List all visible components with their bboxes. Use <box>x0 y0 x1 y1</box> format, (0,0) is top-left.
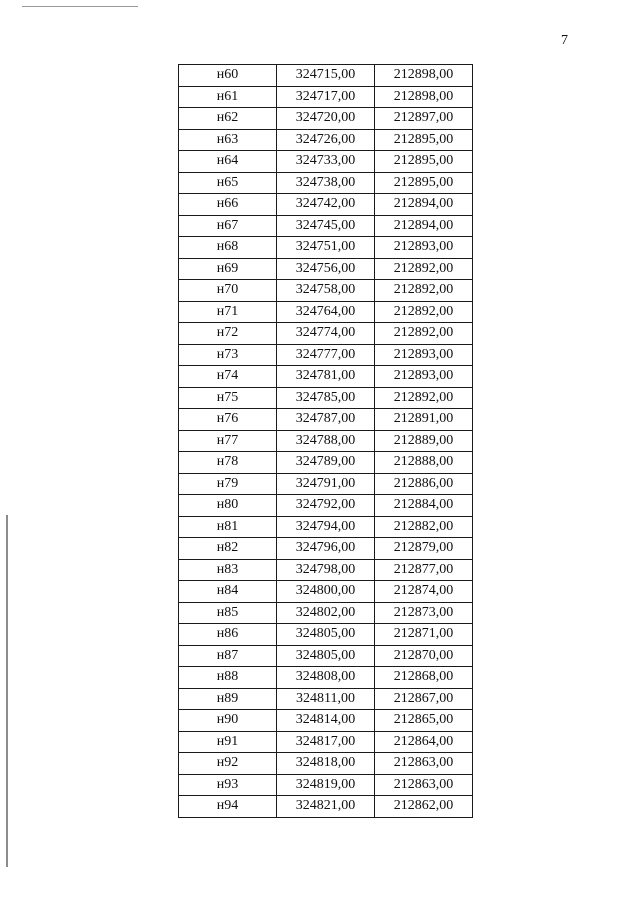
point-name-cell: н90 <box>179 710 277 732</box>
x-coordinate-cell: 324792,00 <box>277 495 375 517</box>
x-coordinate-cell: 324796,00 <box>277 538 375 560</box>
point-name-cell: н86 <box>179 624 277 646</box>
y-coordinate-cell: 212894,00 <box>375 194 473 216</box>
y-coordinate-cell: 212893,00 <box>375 237 473 259</box>
y-coordinate-cell: 212892,00 <box>375 323 473 345</box>
y-coordinate-cell: 212892,00 <box>375 301 473 323</box>
point-name-cell: н78 <box>179 452 277 474</box>
y-coordinate-cell: 212884,00 <box>375 495 473 517</box>
table-row <box>179 258 473 280</box>
table-row <box>179 559 473 581</box>
table-row <box>179 645 473 667</box>
point-name-cell: н82 <box>179 538 277 560</box>
x-coordinate-cell: 324738,00 <box>277 172 375 194</box>
point-name-cell: н63 <box>179 129 277 151</box>
y-coordinate-cell: 212891,00 <box>375 409 473 431</box>
table-row <box>179 280 473 302</box>
table-row <box>179 129 473 151</box>
point-name-cell: н77 <box>179 430 277 452</box>
table-row <box>179 65 473 87</box>
table-row <box>179 215 473 237</box>
point-name-cell: н74 <box>179 366 277 388</box>
table-row <box>179 796 473 818</box>
x-coordinate-cell: 324720,00 <box>277 108 375 130</box>
table-row <box>179 602 473 624</box>
table-row <box>179 688 473 710</box>
x-coordinate-cell: 324805,00 <box>277 624 375 646</box>
point-name-cell: н89 <box>179 688 277 710</box>
x-coordinate-cell: 324764,00 <box>277 301 375 323</box>
x-coordinate-cell: 324794,00 <box>277 516 375 538</box>
table-row <box>179 495 473 517</box>
point-name-cell: н87 <box>179 645 277 667</box>
y-coordinate-cell: 212895,00 <box>375 172 473 194</box>
point-name-cell: н92 <box>179 753 277 775</box>
point-name-cell: н65 <box>179 172 277 194</box>
point-name-cell: н61 <box>179 86 277 108</box>
x-coordinate-cell: 324785,00 <box>277 387 375 409</box>
y-coordinate-cell: 212892,00 <box>375 387 473 409</box>
table-row <box>179 538 473 560</box>
table-row <box>179 151 473 173</box>
table-row <box>179 344 473 366</box>
y-coordinate-cell: 212864,00 <box>375 731 473 753</box>
table-row <box>179 624 473 646</box>
table-row <box>179 452 473 474</box>
x-coordinate-cell: 324814,00 <box>277 710 375 732</box>
y-coordinate-cell: 212898,00 <box>375 65 473 87</box>
x-coordinate-cell: 324758,00 <box>277 280 375 302</box>
point-name-cell: н66 <box>179 194 277 216</box>
y-coordinate-cell: 212893,00 <box>375 366 473 388</box>
x-coordinate-cell: 324751,00 <box>277 237 375 259</box>
x-coordinate-cell: 324821,00 <box>277 796 375 818</box>
y-coordinate-cell: 212871,00 <box>375 624 473 646</box>
y-coordinate-cell: 212870,00 <box>375 645 473 667</box>
y-coordinate-cell: 212862,00 <box>375 796 473 818</box>
x-coordinate-cell: 324788,00 <box>277 430 375 452</box>
x-coordinate-cell: 324781,00 <box>277 366 375 388</box>
table-row <box>179 108 473 130</box>
x-coordinate-cell: 324791,00 <box>277 473 375 495</box>
x-coordinate-cell: 324742,00 <box>277 194 375 216</box>
x-coordinate-cell: 324800,00 <box>277 581 375 603</box>
table-row <box>179 710 473 732</box>
coordinates-table-body <box>179 65 473 818</box>
point-name-cell: н67 <box>179 215 277 237</box>
point-name-cell: н84 <box>179 581 277 603</box>
y-coordinate-cell: 212895,00 <box>375 129 473 151</box>
x-coordinate-cell: 324798,00 <box>277 559 375 581</box>
point-name-cell: н94 <box>179 796 277 818</box>
table-row <box>179 753 473 775</box>
table-row <box>179 86 473 108</box>
x-coordinate-cell: 324805,00 <box>277 645 375 667</box>
x-coordinate-cell: 324787,00 <box>277 409 375 431</box>
y-coordinate-cell: 212892,00 <box>375 280 473 302</box>
point-name-cell: н72 <box>179 323 277 345</box>
point-name-cell: н76 <box>179 409 277 431</box>
y-coordinate-cell: 212894,00 <box>375 215 473 237</box>
point-name-cell: н71 <box>179 301 277 323</box>
y-coordinate-cell: 212868,00 <box>375 667 473 689</box>
top-rule <box>22 6 138 7</box>
point-name-cell: н75 <box>179 387 277 409</box>
x-coordinate-cell: 324777,00 <box>277 344 375 366</box>
y-coordinate-cell: 212865,00 <box>375 710 473 732</box>
table-row <box>179 731 473 753</box>
y-coordinate-cell: 212863,00 <box>375 753 473 775</box>
y-coordinate-cell: 212874,00 <box>375 581 473 603</box>
y-coordinate-cell: 212889,00 <box>375 430 473 452</box>
coordinates-table <box>178 64 473 818</box>
x-coordinate-cell: 324811,00 <box>277 688 375 710</box>
x-coordinate-cell: 324802,00 <box>277 602 375 624</box>
table-row <box>179 409 473 431</box>
y-coordinate-cell: 212897,00 <box>375 108 473 130</box>
y-coordinate-cell: 212877,00 <box>375 559 473 581</box>
y-coordinate-cell: 212895,00 <box>375 151 473 173</box>
point-name-cell: н88 <box>179 667 277 689</box>
table-row <box>179 194 473 216</box>
y-coordinate-cell: 212886,00 <box>375 473 473 495</box>
x-coordinate-cell: 324756,00 <box>277 258 375 280</box>
table-row <box>179 430 473 452</box>
x-coordinate-cell: 324819,00 <box>277 774 375 796</box>
table-row <box>179 667 473 689</box>
y-coordinate-cell: 212867,00 <box>375 688 473 710</box>
point-name-cell: н69 <box>179 258 277 280</box>
y-coordinate-cell: 212888,00 <box>375 452 473 474</box>
point-name-cell: н60 <box>179 65 277 87</box>
point-name-cell: н81 <box>179 516 277 538</box>
point-name-cell: н93 <box>179 774 277 796</box>
point-name-cell: н91 <box>179 731 277 753</box>
x-coordinate-cell: 324726,00 <box>277 129 375 151</box>
point-name-cell: н62 <box>179 108 277 130</box>
table-row <box>179 172 473 194</box>
point-name-cell: н70 <box>179 280 277 302</box>
x-coordinate-cell: 324817,00 <box>277 731 375 753</box>
scan-edge-mark <box>6 515 8 867</box>
point-name-cell: н80 <box>179 495 277 517</box>
point-name-cell: н68 <box>179 237 277 259</box>
table-row <box>179 581 473 603</box>
table-row <box>179 774 473 796</box>
table-row <box>179 301 473 323</box>
table-row <box>179 516 473 538</box>
y-coordinate-cell: 212898,00 <box>375 86 473 108</box>
table-row <box>179 387 473 409</box>
y-coordinate-cell: 212879,00 <box>375 538 473 560</box>
table-row <box>179 323 473 345</box>
y-coordinate-cell: 212863,00 <box>375 774 473 796</box>
table-row <box>179 473 473 495</box>
point-name-cell: н79 <box>179 473 277 495</box>
y-coordinate-cell: 212893,00 <box>375 344 473 366</box>
x-coordinate-cell: 324745,00 <box>277 215 375 237</box>
x-coordinate-cell: 324808,00 <box>277 667 375 689</box>
y-coordinate-cell: 212892,00 <box>375 258 473 280</box>
y-coordinate-cell: 212873,00 <box>375 602 473 624</box>
point-name-cell: н73 <box>179 344 277 366</box>
table-row <box>179 237 473 259</box>
x-coordinate-cell: 324733,00 <box>277 151 375 173</box>
x-coordinate-cell: 324715,00 <box>277 65 375 87</box>
x-coordinate-cell: 324774,00 <box>277 323 375 345</box>
point-name-cell: н83 <box>179 559 277 581</box>
y-coordinate-cell: 212882,00 <box>375 516 473 538</box>
x-coordinate-cell: 324789,00 <box>277 452 375 474</box>
x-coordinate-cell: 324717,00 <box>277 86 375 108</box>
point-name-cell: н64 <box>179 151 277 173</box>
point-name-cell: н85 <box>179 602 277 624</box>
page-number: 7 <box>561 33 568 48</box>
x-coordinate-cell: 324818,00 <box>277 753 375 775</box>
table-row <box>179 366 473 388</box>
